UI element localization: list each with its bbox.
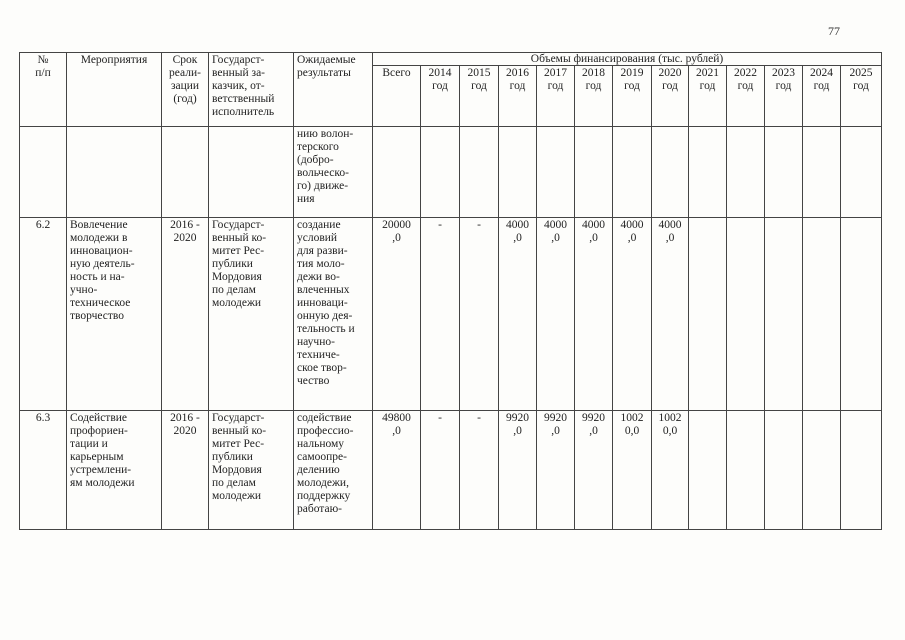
row-activity: Содействие профориен- тации и карьерным устремлени- ям молодежи [67,411,162,530]
row-year-value [765,411,803,530]
header-customer: Государст- венный за- казчик, от- ветственный исполнитель [209,53,294,127]
financing-table [19,52,882,530]
row-year-value: - [460,218,499,411]
row-year-value: 4000 ,0 [575,218,613,411]
row-year-value: 1002 0,0 [613,411,652,530]
table-row [20,411,882,530]
row-customer: Государст- венный ко- митет Рес- публики Мордовия по делам молодежи [209,218,294,411]
table-row [20,218,882,411]
row-year-value: 9920 ,0 [499,411,537,530]
table-cell [67,127,162,218]
table-cell [460,127,499,218]
header-year: 2014 год [421,66,460,127]
results-cell: нию волон- терского (добро- вольческо- го) движе- ния [294,127,373,218]
row-year-value [841,411,882,530]
row-year-value [765,218,803,411]
row-total: 20000 ,0 [373,218,421,411]
header-year: 2015 год [460,66,499,127]
header-total: Всего [373,66,421,127]
header-year: 2018 год [575,66,613,127]
table-cell [20,127,67,218]
table-cell [537,127,575,218]
row-year-value: 4000 ,0 [499,218,537,411]
row-customer: Государст- венный ко- митет Рес- публики Мордовия по делам молодежи [209,411,294,530]
row-total: 49800 ,0 [373,411,421,530]
table-cell [652,127,689,218]
header-year: 2022 год [727,66,765,127]
header-year: 2019 год [613,66,652,127]
row-term: 2016 - 2020 [162,218,209,411]
row-num: 6.3 [20,411,67,530]
table-cell [162,127,209,218]
table-cell [841,127,882,218]
row-year-value [727,411,765,530]
table-cell [727,127,765,218]
header-term: Срок реали- зации (год) [162,53,209,127]
row-year-value: 4000 ,0 [537,218,575,411]
row-activity: Вовлечение молодежи в инновацион- ную деятель- ность и на- учно- техническое творчество [67,218,162,411]
header-num: № п/п [20,53,67,127]
table-cell [421,127,460,218]
row-results: создание условий для разви- тия моло- дежи во- влеченных инноваци- онную дея- тельность и научно- техниче- ское твор- чество [294,218,373,411]
header-row [20,53,882,66]
header-activity: Мероприятия [67,53,162,127]
header-year: 2020 год [652,66,689,127]
row-year-value [803,411,841,530]
row-year-value [803,218,841,411]
table-cell [575,127,613,218]
header-year: 2017 год [537,66,575,127]
table-cell [765,127,803,218]
row-year-value: - [421,218,460,411]
row-year-value: 9920 ,0 [537,411,575,530]
row-num: 6.2 [20,218,67,411]
row-year-value [841,218,882,411]
table-row-continuation [20,127,882,218]
row-year-value: - [460,411,499,530]
row-year-value: 1002 0,0 [652,411,689,530]
header-financing: Объемы финансирования (тыс. рублей) [373,53,882,66]
table-cell [373,127,421,218]
header-year: 2024 год [803,66,841,127]
row-year-value [689,218,727,411]
header-year: 2025 год [841,66,882,127]
table-cell [209,127,294,218]
row-year-value: 4000 ,0 [652,218,689,411]
row-results: содействие профессио- нальному самоопре- делению молодежи, поддержку работаю- [294,411,373,530]
header-year: 2021 год [689,66,727,127]
table-cell [689,127,727,218]
table-cell [499,127,537,218]
page-number: 77 [828,24,840,38]
table-cell [613,127,652,218]
row-year-value [727,218,765,411]
row-year-value: 9920 ,0 [575,411,613,530]
header-year: 2016 год [499,66,537,127]
row-year-value: 4000 ,0 [613,218,652,411]
header-results: Ожидаемые результаты [294,53,373,127]
row-year-value [689,411,727,530]
table-cell [803,127,841,218]
row-term: 2016 - 2020 [162,411,209,530]
row-year-value: - [421,411,460,530]
header-year: 2023 год [765,66,803,127]
